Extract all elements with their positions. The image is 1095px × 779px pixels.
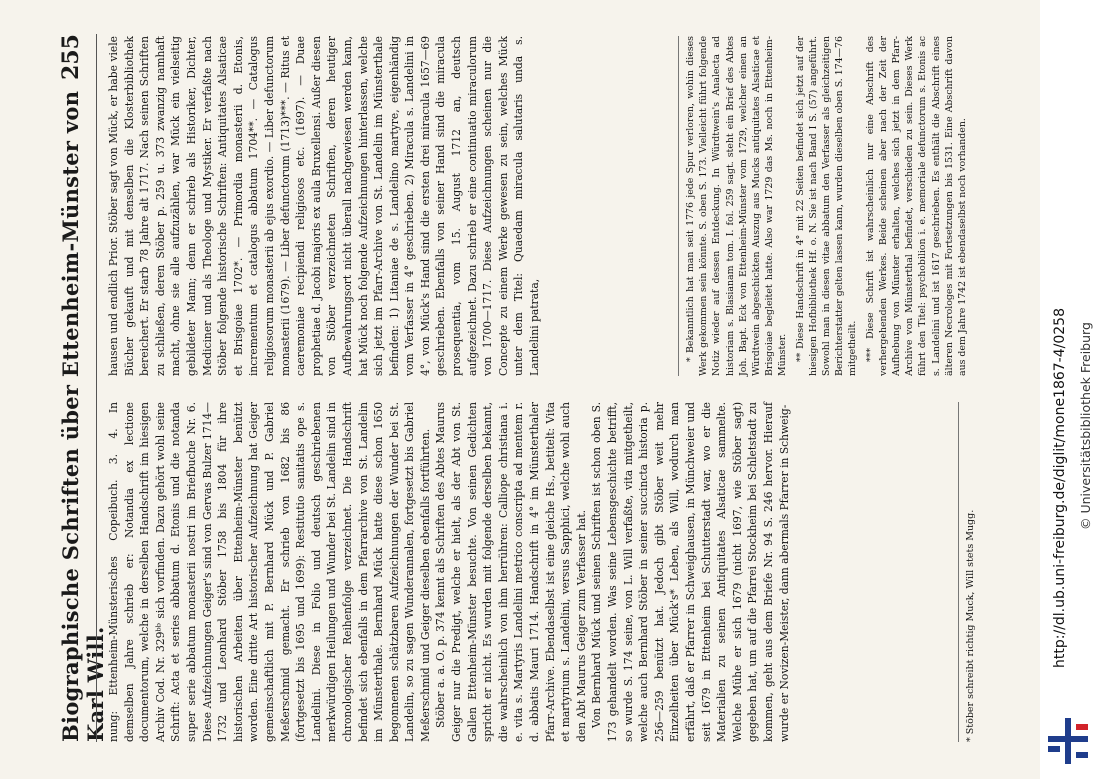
rotated-page-content — [30, 28, 1000, 748]
copyright-notice: © Universitätsbibliothek Freiburg — [1078, 322, 1093, 530]
right-footnotes — [684, 36, 973, 376]
footnote: * Bekanntlich hat man seit 1776 jede Spur verloren, wohin dieses Werk gekommen sein könnte. S. oben S. 173. Vielleicht führt folgende Notiz wieder auf dessen Entdeckung. In Würdtwein's Analecta ad historiam s. Blasianam tom. I. fol. 259 sagt. steht ein Brief des Abtes Joh. Bapt. Eck von Ettenheim-Münster vom 1729, welcher einen an Würdtwein abgeschickten Auszug aus Mucks antiquitates Alsaticae et Brisgoiae begleitet hatte. Also war 1729 das Ms. noch in Ettenheim-Münster. — [685, 36, 789, 376]
right-column — [106, 36, 543, 376]
paragraph: Stöber a. a. O. p. 374 kennt als Schriften des Abtes Maurus Geiger nur die Predigt, welche er hielt, als der Abt von St. Gallen Ettenheim-Münster besuchte. Von seinen Gedichten spricht er nicht. Es wurden mit folgende derselben bekannt, die wahrscheinlich von ihm herrühren: Calliope christiana i. e. vita s. Martyris Landelini metrico conscripta ad mentem r. d. abbatis Mauri 1714. Handschrift in 4° im Münsterthaler Pfarr-Archive. Ebendaselbst ist eine gleiche Hs., betitelt: Vita et martyrium s. Landelini, versus Sapphici, welche wohl auch den Abt Maurus Geiger zum Verfasser hat. — [434, 402, 588, 742]
paragraph: nung: Ettenheim-Münsterisches Copeibuch. 3. 4. In demselben Jahre schrieb er: Notandia ex lectione documentorum, welche in derselben Handschrift im hiesigen Archiv Cod. Nr. 329ᵇᵇ sich vorfinden. Dazu gehört wohl seine Schrift: Acta et series abbatum d. Etonis und die notanda super serie abbatum monasterii nostri im Briefbuche Nr. 6. Diese Aufzeichnungen Geiger's sind von Gervas Bulzer 1714—1732 und Leonhard Stöber 1758 bis 1804 für ihre historischen Arbeiten über Ettenheim-Münster benützt worden. Eine dritte Art historischer Aufzeichnung hat Geiger gemeinschaftlich mit P. Bernhard Mück und P. Gabriel Meßerschmid gemacht. Er schrieb von 1682 bis 86 (fortgesetzt bis 1695 und 1699): Restitutio sanitatis ope s. Landelini. Diese in Folio und deutsch geschriebenen merkwürdigen Heilungen und Wunder bei St. Landelin sind in chronologischer Reihenfolge verzeichnet. Die Handschrift befindet sich ebenfalls in dem Pfarrarchive von St. Landelin im Münsterthale. Bernhard Mück hatte diese schon 1650 begonnenen schätzbaren Aufzeichnungen der Wunder bei St. Landelin, so zu sagen Wunderannalen, fortgesetzt bis Gabriel Meßerschmid und Geiger dieselben ebenfalls fortführten. — [107, 402, 432, 742]
left-column — [106, 402, 792, 742]
permalink-url[interactable]: http://dl.ub.uni-freiburg.de/diglit/mone1867-4/0258 — [1052, 308, 1068, 668]
page-number: 255 — [58, 34, 84, 80]
paragraph: hausen und endlich Prior. Stöber sagt von Mück, er habe viele Bücher gekauft und mit denselben die Klosterbibliothek bereichert. Er starb 78 Jahre alt 1717. Nach seinen Schriften zu schließen, deren Stöber p. 259 u. 373 zwanzig namhaft macht, ohne sie alle aufzuzählen, war Mück ein vielseitig gebildeter Mann; denn er schrieb als Historiker, Dichter, Mediciner und als Theologe und Mystiker. Er verfaßte nach Stöber folgende historische Schriften: Antiquitates Alsaticae et Brisgoiae 1702*. — Primordia monasterii d. Etonis, incrementum et catalogus abbatum 1704**. — Catalogus religiosorum monasterii ab ejus exordio. — Liber defunctorum monasterii (1679). — Liber defunctorum (1713)***. — Ritus et caeremoniae recipiendi religiosos etc. (1697). — Duae prophetiae d. Jacobi majoris ex aula Bruxellensi. Außer diesen von Stöber verzeichneten Schriften, deren heutiger Aufbewahrungsort nicht überall nachgewiesen werden kann, hat Mück noch folgende Aufzeichnungen hinterlassen, welche sich jetzt im Pfarr-Archive von St. Landelin im Münsterthale befinden: 1) Litaniae de s. Landelino martyre, eigenhändig vom Verfasser in 4° geschrieben. 2) Miracula s. Landelini in 4°, von Mück's Hand sind die ersten drei miracula 1657—69 geschrieben. Ebenfalls von seiner Hand sind die miracula prosequentia, vom 15. August 1712 an, deutsch aufgezeichnet. Dazu schrieb er eine continuatio miraculorum von 1700—1717. Diese Aufzeichnungen scheinen nur die Concepte zu einem Werke gewesen zu sein, welches Mück unter dem Titel: Quaedam miracula salutaris unda s. Landelini patrata, — [107, 36, 542, 376]
ub-freiburg-logo-icon — [1046, 716, 1090, 766]
footnote: ** Diese Handschrift in 4° mit 22 Seiten befindet sich jetzt auf der hiesigen Hofbibliothek Hf. o. N. Sie ist nach Band I S. (57) angeführt. Sowohl man in diesen vitae abbatum den Verfasser als gleichzeitigen Berichterstatter gelten lassen kann, wurden dieselben oben S. 174—76 mitgetheilt. — [794, 36, 859, 376]
header-rule — [96, 34, 97, 742]
footnote-rule — [678, 36, 679, 376]
paragraph: Von Bernhard Mück und seinen Schriften ist schon oben S. 173 gehandelt worden. Was seine Lebensgeschichte betrifft, so wurde S. 174 seine, von L. Will verfaßte, vita mitgetheilt, welche auch Bernhard Stöber in seiner succincta historia p. 256—259 benützt hat. Jedoch gibt Stöber weit mehr Einzelheiten über Mück's* Leben, als Will, wodurch man erfährt, daß er Pfarrer in Schweighausen, in Münchweier und seit 1679 in Ettenheim bei Schutterstadt war, wo er die Materialien zu seinen Antiquitates Alsaticae sammelte. Welche Mühe er sich 1679 (nicht 1697, wie Stöber sagt) gegeben hat, um auf die Pfarrei Stockheim bei Schletstadt zu kommen, geht aus dem Briefe Nr. 94 S. 246 hervor. Hierauf wurde er Novizen-Meister, dann abermals Pfarrer in Schweig- — [590, 402, 791, 742]
page-title: Biographische Schriften über Ettenheim-Münster von Karl Will. — [58, 90, 108, 742]
left-footnote: * Stöber schreibt richtig Muck, Will stets Mugg. — [965, 509, 976, 742]
footnote: *** Diese Schrift ist wahrscheinlich nur eine Abschrift des verhergehenden Werkes. Beide scheinen aber nach der Zeit der Aufhebung von Münster erhalten, welches sich jetzt in dem Pfarr-Archive von Münsterthal befindet, verschieden zu sein. Dieses Werk führt den Titel: psychobilion i. e. memoriale defunctorum s. Etonis ac s. Landelini und ist 1617 geschrieben. Es enthält die Abschrift eines älteren Necrologes mit Fortsetzungen bis 1531. Eine Abschrift davon aus dem Jahre 1742 ist ebendaselbst noch vorhanden. — [864, 36, 969, 376]
page-header — [58, 34, 108, 742]
footnote-rule — [958, 402, 959, 742]
